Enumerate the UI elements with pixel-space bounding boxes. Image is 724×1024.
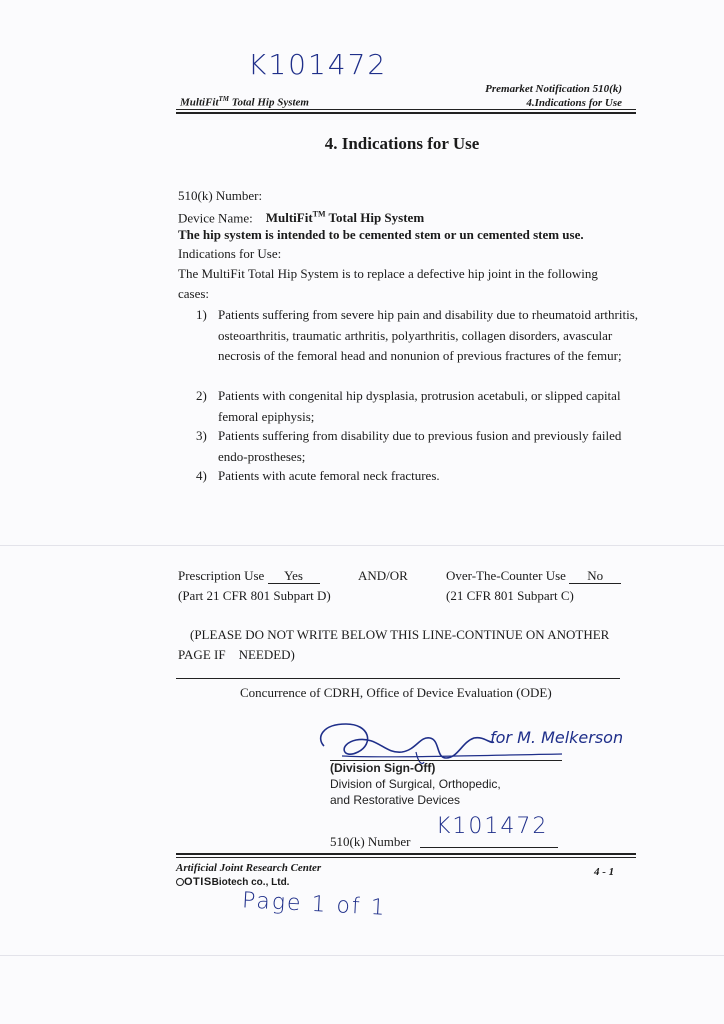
header-rule <box>176 109 636 110</box>
list-item-number: 3) <box>196 428 207 443</box>
notice-text: PAGE IF NEEDED) <box>178 647 295 662</box>
list-item-text: Patients suffering from severe hip pain and disability due to rheumatoid arthritis, osteoarthritis, traumatic arthritis, polyarthritis, collagen disorders, avascular necrosis of the femoral head and nonunion of previous fractures of the femur; <box>218 307 638 363</box>
signoff-division: Division of Surgical, Orthopedic, <box>330 777 501 791</box>
header-product: MultiFit™ Total Hip System <box>180 95 309 109</box>
footer-company-line <box>176 876 289 888</box>
list-item-text: Patients suffering from disability due to previous fusion and previously failed endo-prostheses; <box>218 428 622 464</box>
device-name-label: Device Name: <box>178 210 253 226</box>
otc-label: Over-The-Counter Use <box>446 568 566 583</box>
footer-rule <box>176 857 636 858</box>
header-right <box>485 82 622 110</box>
rx-label: Prescription Use <box>178 568 265 583</box>
footer-rule <box>176 853 636 855</box>
list-item-number: 2) <box>196 388 207 403</box>
footer-company: Artificial Joint Research Center <box>176 862 322 874</box>
signoff-k-label: 510(k) Number <box>330 834 411 849</box>
rx-row <box>178 566 320 586</box>
rx-value: Yes <box>268 569 320 584</box>
k-number-line <box>420 847 558 848</box>
list-item-text: Patients with congenital hip dysplasia, protrusion acetabuli, or slipped capital femoral epiphysis; <box>218 388 621 424</box>
header-section: 4.Indications for Use <box>526 97 622 109</box>
page-title: 4. Indications for Use <box>324 134 480 153</box>
header-submission-type: Premarket Notification 510(k) <box>485 83 622 95</box>
otc-regulation: (21 CFR 801 Subpart C) <box>446 588 574 603</box>
otc-value: No <box>569 569 621 584</box>
handwritten-page-note: Page 1 of 1 <box>241 888 388 921</box>
handwritten-k-number: K101472 <box>248 48 388 81</box>
indications-intro: The MultiFit Total Hip System is to replace a defective hip joint in the following <box>178 266 598 281</box>
handwritten-k-number: K101472 <box>436 814 549 839</box>
k-number-label: 510(k) Number: <box>178 188 263 203</box>
intended-use: The hip system is intended to be cemented stem or un cemented stem use. <box>178 227 584 242</box>
footer-page-number: 4 - 1 <box>594 866 615 878</box>
list-item-number: 1) <box>196 307 207 322</box>
divider-line <box>176 678 620 679</box>
signoff-title: (Division Sign-Off) <box>330 761 436 775</box>
signature-text: for M. Melkerson <box>490 728 624 747</box>
division-signoff <box>330 760 501 808</box>
and-or: AND/OR <box>358 568 408 583</box>
list-item-number: 4) <box>196 468 207 483</box>
concurrence-heading: Concurrence of CDRH, Office of Device Evaluation (ODE) <box>240 685 552 700</box>
paper-fold <box>0 545 724 546</box>
list-item-text: Patients with acute femoral neck fractures. <box>218 468 440 483</box>
notice-text: (PLEASE DO NOT WRITE BELOW THIS LINE-CONTINUE ON ANOTHER <box>190 627 610 642</box>
indications-label: Indications for Use: <box>178 246 282 261</box>
device-name-value: MultiFit™ Total Hip System <box>265 210 425 226</box>
indications-intro: cases: <box>178 286 210 301</box>
otis-logo-icon <box>176 878 184 886</box>
signoff-division: and Restorative Devices <box>330 793 461 807</box>
header-rule <box>176 112 636 114</box>
otis-logo-text: OTIS <box>184 876 212 888</box>
otc-row <box>446 566 621 586</box>
footer-company2: Biotech co., Ltd. <box>211 877 290 888</box>
rx-regulation: (Part 21 CFR 801 Subpart D) <box>178 588 331 603</box>
paper-fold <box>0 955 724 956</box>
